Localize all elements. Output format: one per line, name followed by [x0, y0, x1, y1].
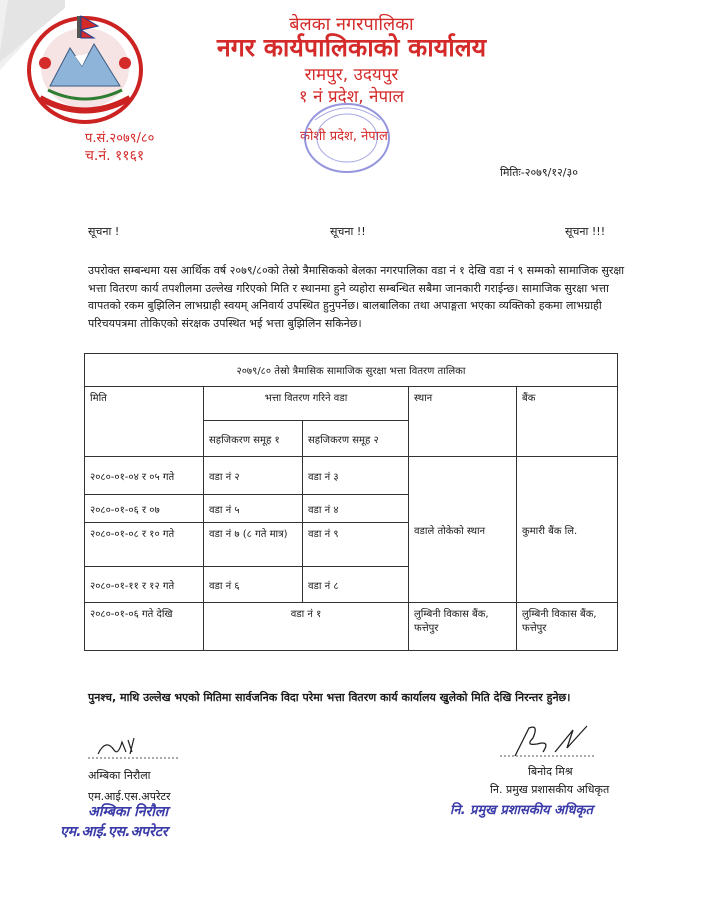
left-stamp-name: अम्बिका निरौला [88, 804, 168, 820]
row-bank: लुम्बिनी विकास बैंक, फत्तेपुर [517, 603, 618, 651]
row-wards-merged: वडा नं १ [204, 603, 409, 651]
header-place: स्थान [409, 387, 517, 457]
office-province: १ नं प्रदेश, नेपाल [298, 87, 405, 107]
footer-note: पुनश्च, माथि उल्लेख भएको मितिमा सार्वजनिक विदा परेमा भत्ता वितरण कार्य कार्यालय खुलेको मिति देखि निरन्तर हुनेछ। [88, 691, 571, 704]
right-stamp-title: नि. प्रमुख प्रशासकीय अधिकृत [450, 803, 593, 818]
signature-block-right [495, 722, 610, 764]
header-wards: भत्ता वितरण गरिने वडा [204, 387, 409, 421]
right-signatory-title: नि. प्रमुख प्रशासकीय अधिकृत [490, 783, 610, 796]
fiscal-year-ref: प.सं.२०७९/८० [85, 131, 155, 146]
left-signatory-title: एम.आई.एस.अपरेटर [88, 790, 171, 803]
dispatch-number: च.नं. ११६१ [85, 148, 145, 164]
left-stamp-title: एम.आई.एस.अपरेटर [60, 824, 168, 840]
subheader-group-2: सहजिकरण समूह २ [303, 421, 409, 457]
row-date: २०८०-०१-०४ र ०५ गते [85, 457, 204, 495]
row-date: २०८०-०१-०६ गते देखि [85, 603, 204, 651]
signature-scribble-right-icon [495, 722, 610, 760]
table-title: २०७९/८० तेस्रो त्रैमासिक सामाजिक सुरक्षा भत्ता वितरण तालिका [85, 354, 618, 387]
row-group-2: वडा नं ९ [303, 523, 409, 567]
row-place: लुम्बिनी विकास बैंक, फत्तेपुर [409, 603, 517, 651]
municipality-name: बेलका नगरपालिका [289, 14, 414, 35]
row-date: २०८०-०१-०८ र १० गते [85, 523, 204, 567]
row-group-1: वडा नं ६ [204, 567, 303, 603]
subheader-group-1: सहजिकरण समूह १ [204, 421, 303, 457]
province-stamp-text: कोशी प्रदेश, नेपाल [300, 129, 388, 144]
row-group-2: वडा नं ८ [303, 567, 409, 603]
merged-bank-cell: कुमारी बैंक लि. [517, 457, 618, 603]
row-group-2: वडा नं ३ [303, 457, 409, 495]
merged-place-cell: वडाले तोकेको स्थान [409, 457, 517, 603]
row-group-1: वडा नं ५ [204, 495, 303, 523]
right-signatory-name: बिनोद मिश्र [528, 765, 573, 778]
row-group-2: वडा नं ४ [303, 495, 409, 523]
notice-body-paragraph: उपरोक्त सम्बन्धमा यस आर्थिक वर्ष २०७९/८०को तेस्रो त्रैमासिकको बेलका नगरपालिका वडा नं १ देखि वडा नं ९ सम्मको सामाजिक सुरक्षा भत्ता वितरण कार्य तपशीलमा उल्लेख गरिएको मिति र स्थानमा हुने व्यहोरा सम्बन्धित सबैमा जानकारी गराईन्छ। सामाजिक सुरक्षा भत्ता वापतको रकम बुझिलिन लाभग्राही स्वयम् अनिवार्य उपस्थित हुनुपर्नेछ। बालबालिका तथा अपाङ्गता भएका व्यक्तिको हकमा लाभग्राही परिचयपत्रमा तोकिएको संरक्षक उपस्थित भई भत्ता बुझिलिन सकिनेछ। [88, 264, 625, 330]
header-date: मिति [85, 387, 204, 457]
header-bank: बैंक [517, 387, 618, 457]
table-row [85, 603, 618, 651]
office-seal-stamp-icon [300, 98, 395, 178]
row-group-1: वडा नं ७ (८ गते मात्र) [204, 523, 303, 567]
office-title: नगर कार्यपालिकाको कार्यालय [216, 33, 487, 62]
notice-heading-right: सूचना !!! [565, 225, 606, 238]
notice-heading-center: सूचना !! [330, 225, 366, 238]
row-date: २०८०-०१-११ र १२ गते [85, 567, 204, 603]
table-row [85, 457, 618, 495]
row-date: २०८०-०१-०६ र ०७ [85, 495, 204, 523]
left-signatory-name: अम्बिका निरौला [88, 769, 151, 782]
signature-scribble-left-icon [88, 732, 198, 760]
signature-block-left [88, 732, 198, 804]
distribution-schedule-table [84, 353, 618, 651]
row-group-1: वडा नं २ [204, 457, 303, 495]
office-address: रामपुर, उदयपुर [304, 65, 399, 85]
notice-heading-left: सूचना ! [88, 225, 120, 238]
document-date: मितिः-२०७९/१२/३० [500, 166, 578, 179]
